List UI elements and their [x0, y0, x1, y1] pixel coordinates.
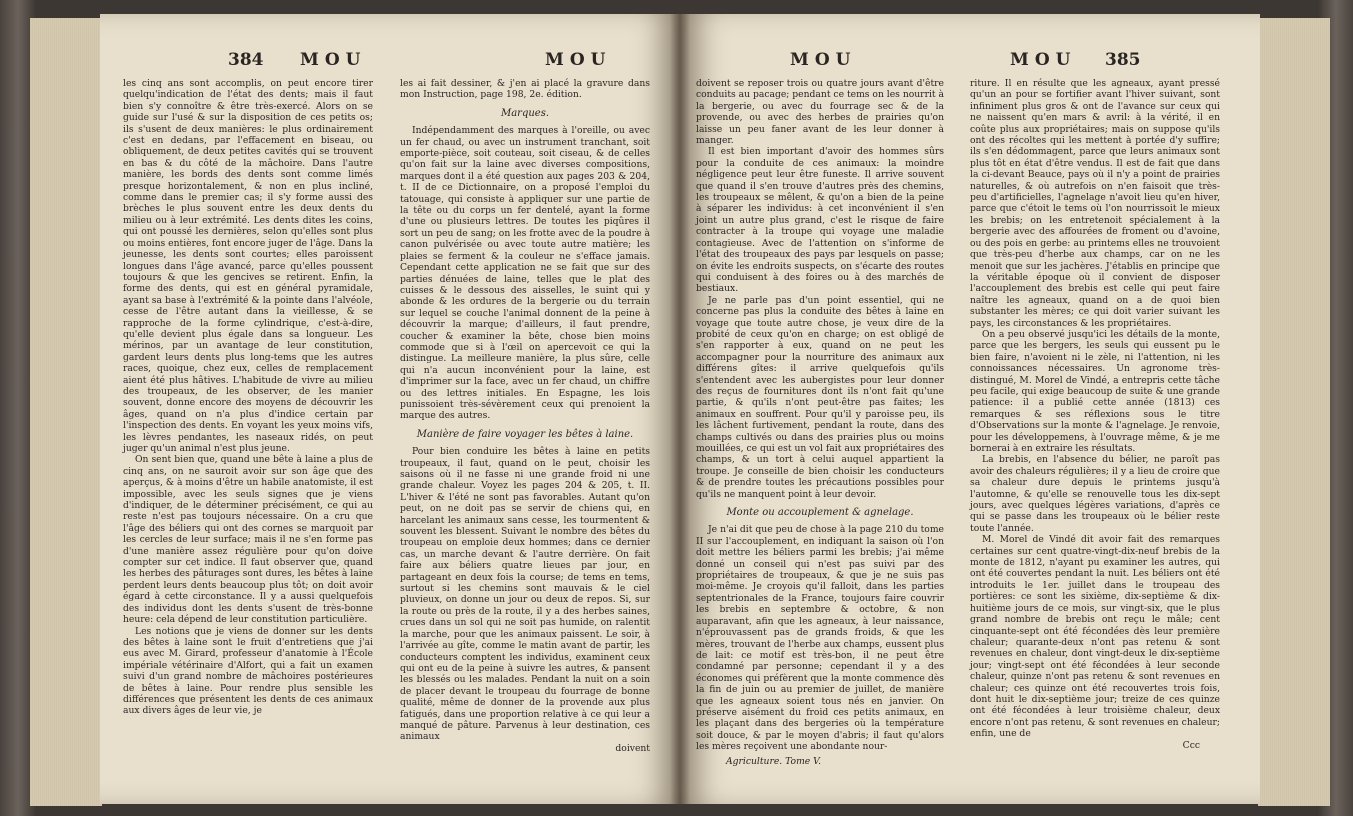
left-column-2: [400, 78, 650, 754]
right-running-head-1: MOU: [790, 50, 857, 70]
paragraph: On sent bien que, quand une bête à laine a plus de cinq ans, on ne sauroit avoir sur son âge que des aperçus, & à moins d'être un habile anatomiste, il est impossible, avec les seuls signes que je viens d'indiquer, de le déterminer précisément, ce qui au reste n'est pas toujours nécessaire. On a cru que l'âge des béliers qui ont des cornes se marquoit par les cercles de leur surface; mais il ne s'en forme pas d'une manière assez régulière pour qu'on doive compter sur cet indice. Il faut observer que, quand les herbes des pâturages sont dures, les bêtes à laine perdent leurs dents beaucoup plus tôt; on doit avoir égard à cette circonstance. Il y a aussi quelquefois des individus dont les dents s'usent de très-bonne heure: cela dépend de leur constitution particulière.: [123, 454, 373, 626]
paragraph: Je n'ai dit que peu de chose à la page 210 du tome II sur l'accouplement, en indiquant la saison où l'on doit mettre les béliers parmi les brebis; j'ai même donné un conseil qui n'est pas suivi par des propriétaires de troupeaux, & que je ne suis pas moi-même. Je croyois qu'il falloit, dans les parties septentrionales de la France, toujours faire couvrir les brebis en septembre & octobre, & non auparavant, afin que les agneaux, à leur naissance, n'éprouvassent pas de grands froids, & que les mères, trouvant de l'herbe aux champs, eussent plus de lait: ce motif est très-bon, il ne peut être condamné par personne; cependant il y a des économes qui préfèrent que la monte commence dès la fin de juin ou au premier de juillet, de manière que les agneaux soient tous nés en janvier. On préserve aisément du froid ces petits animaux, en les plaçant dans des bergeries où la température soit douce, & par le moyen d'abris; il faut qu'alors les mères reçoivent une abondante nour-: [696, 524, 944, 753]
section-heading: Manière de faire voyager les bêtes à laine.: [416, 428, 634, 440]
left-page-number: 384: [228, 50, 264, 70]
right-column-1: [696, 78, 944, 767]
right-page-number: 385: [1105, 50, 1141, 70]
footer-volume: Agriculture. Tome V.: [726, 755, 822, 767]
paragraph: riture. Il en résulte que les agneaux, ayant pressé qu'un an pour se fortifier avant l'hiver suivant, sont infiniment plus gros & ont de l'avance sur ceux qui ne naissent qu'en mars & avril: à la vérité, il en coûte plus aux propriétaires; mais on suppose qu'ils ont des récoltes qui les mettent à portée d'y suffire; ils s'en dédommagent, parce que leurs animaux sont plus tôt en état d'être vendus. Il est de fait que dans la ci-devant Beauce, pays où il n'y a point de prairies naturelles, & où autrefois on n'en faisoit que très-peu d'artificielles, l'agnelage n'avoit lieu qu'en hiver, parce que c'étoit le tems où l'on nourrissoit le mieux les brebis; on les entretenoit spécialement à la bergerie avec des affourées de froment ou d'avoine, ou des pois en gerbe: au printems elles ne trouvoient que très-peu d'herbe aux champs, car on ne les menoit que sur les jachères. J'établis en principe que la véritable époque où il convient de disposer l'accouplement des brebis est celle qui peut faire naître les agneaux, quand on a de quoi bien substanter les mères; ce qui doit varier suivant les pays, les circonstances & les propriétaires.: [970, 78, 1220, 329]
gutter-shadow: [670, 14, 690, 804]
left-running-head-1: MOU: [300, 50, 367, 70]
paragraph: doivent se reposer trois ou quatre jours avant d'être conduits au pacage; pendant ce tems on les nourrit à la bergerie, ou avec du fourrage sec & de la provende, ou avec des herbes de prairies qu'on laisse un peu faner avant de les leur donner à manger.: [696, 78, 944, 147]
paragraph: Les notions que je viens de donner sur les dents des bêtes à laine sont le fruit d'entretiens que j'ai eus avec M. Girard, professeur d'anatomie à l'École impériale vétérinaire d'Alfort, qui a fait un examen suivi d'un grand nombre de mâchoires postérieures de bêtes à laine. Pour rendre plus sensible les différences que présentent les dents de ces animaux aux divers âges de leur vie, je: [123, 625, 373, 717]
right-fore-edge: [1258, 18, 1330, 806]
left-page: [100, 14, 680, 804]
paragraph: Indépendamment des marques à l'oreille, ou avec un fer chaud, ou avec un instrument tranchant, soit emporte-pièce, soit couteau, soit ciseau, & de celles qu'on fait sur la laine avec diverses compositions, marques dont il a été question aux pages 203 & 204, t. II de ce Dictionnaire, on a proposé l'emploi du tatouage, qui consiste à appliquer sur une partie de la tête ou du corps un fer dentelé, ayant la forme d'une ou plusieurs lettres. De toutes les piqûres il sort un peu de sang; on les frotte avec de la poudre à canon pulvérisée ou avec toute autre matière; les plaies se ferment & la couleur ne s'efface jamais. Cependant cette application ne se fait que sur des parties dénuées de laine, telles que le plat des cuisses & le dessous des aisselles, le suint qui y abonde & les ordures de la bergerie ou du terrain sur lequel se couche l'animal donnent de la peine à découvrir la marque; d'ailleurs, il faut prendre, coucher & examiner la bête, chose bien moins commode que si à l'œil on apercevoit ce qui la distingue. La meilleure manière, la plus sûre, celle qui n'a aucun inconvénient pour la laine, est d'imprimer sur la face, avec un fer chaud, un chiffre ou des lettres initiales. En Espagne, les lois punissoient très-sévèrement ceux qui prenoient la marque des autres.: [400, 125, 650, 422]
paragraph: On a peu observé jusqu'ici les détails de la monte, parce que les bergers, les seuls qui eussent pu le bien faire, n'avoient ni le zèle, ni l'attention, ni les connoissances nécessaires. Un agronome très-distingué, M. Morel de Vindé, a entrepris cette tâche peu facile, qui exige beaucoup de suite & une grande patience: il a publié cette année (1813) ces remarques & ses réflexions sous le titre d'Observations sur la monte & l'agnelage. Je renvoie, pour les développemens, à l'ouvrage même, & je me bornerai à en extraire les résultats.: [970, 328, 1220, 454]
paragraph: M. Morel de Vindé dit avoir fait des remarques certaines sur cent quatre-vingt-dix-neuf brebis de la monte de 1812, n'ayant pu examiner les autres, qui ont été couvertes pendant la nuit. Les béliers ont été introduits le 1er. juillet dans le troupeau des portières: ce sont les sixième, dix-septième & dix-huitième jours de ce mois, sur vingt-six, que le plus grand nombre de brebis ont reçu le mâle; cent cinquante-sept ont été fécondées dès leur première chaleur; quarante-deux n'ont pas retenu & sont revenues en chaleur, dont vingt-deux le dix-septième jour; vingt-sept ont été fécondées à leur seconde chaleur, quinze n'ont pas retenu & sont revenues en chaleur; ces quinze ont été recouvertes trois fois, dont huit le dix-septième jour; treize de ces quinze ont été fécondées à leur troisième chaleur, deux encore n'ont pas retenu, & sont revenues en chaleur; enfin, une de: [970, 534, 1220, 740]
paragraph: La brebis, en l'absence du bélier, ne paroît pas avoir des chaleurs régulières; il y a lieu de croire que sa chaleur dure depuis le printems jusqu'à l'automne, & qu'elle se renouvelle tous les dix-sept jours, avec quelques légères variations, d'après ce qui se passe dans les troupeaux où le bélier reste toute l'année.: [970, 454, 1220, 534]
right-running-head-2: MOU: [1010, 50, 1077, 70]
paragraph: Je ne parle pas d'un point essentiel, qui ne concerne pas plus la conduite des bêtes à laine en voyage que toute autre chose, je veux dire de la probité de ceux qu'on en charge; on est obligé de s'en rapporter à eux, quand on ne peut les accompagner pour la nourriture des animaux aux différens gîtes: il arrive quelquefois qu'ils s'entendent avec les aubergistes pour leur donner des reçus de fournitures dont ils n'ont fait qu'une partie, & qu'ils n'ont peut-être pas faites; les animaux en souffrent. Pour qu'il y paroisse peu, ils les lâchent furtivement, pendant la route, dans des champs cultivés ou dans des prairies plus ou moins mouillées, ce qui est un vol fait aux propriétaires des champs, & un tort à celui auquel appartient la troupe. Je conseille de bien choisir les conducteurs & de prendre toutes les précautions possibles pour qu'ils ne manquent point à leur devoir.: [696, 294, 944, 500]
left-column-1: [123, 78, 373, 717]
right-column-2: [970, 78, 1220, 751]
left-fore-edge: [30, 18, 102, 806]
section-heading: Marques.: [500, 107, 550, 119]
left-running-head-2: MOU: [545, 50, 612, 70]
catchword: doivent: [615, 742, 650, 754]
paragraph: Il est bien important d'avoir des hommes sûrs pour la conduite de ces animaux: la moindre négligence peut leur être funeste. Il arrive souvent que quand il s'en trouve d'autres près des chemins, les troupeaux se mêlent, & qu'on a bien de la peine à séparer les individus: à cet inconvénient il s'en joint un autre plus grand, c'est le risque de faire contracter à la troupe qui voyage une maladie contagieuse. Avec de l'attention on s'informe de l'état des troupeaux des pays par lesquels on passe; on évite les endroits suspects, on s'écarte des routes qui conduisent à des foires ou à des marchés de bestiaux.: [696, 146, 944, 295]
paragraph: Pour bien conduire les bêtes à laine en petits troupeaux, il faut, quand on le peut, choisir les saisons où il ne fasse ni une grande froid ni une grande chaleur. Voyez les pages 204 & 205, t. II. L'hiver & l'été ne sont pas favorables. Autant qu'on peut, on ne doit pas se servir de chiens qui, en harcelant les animaux sans cesse, les tourmentent & souvent les blessent. Suivant le nombre des bêtes du troupeau on emploie deux hommes; dans ce dernier cas, un marche devant & l'autre derrière. On fait faire aux béliers quatre lieues par jour, en partageant en deux fois la course; de tems en tems, surtout si les chemins sont mauvais & le ciel pluvieux, on donne un jour ou deux de repos. Si, sur la route ou près de la route, il y a des herbes saines, crues dans un sol qui ne soit pas humide, on ralentit la marche, pour que les animaux paissent. Le soir, à l'arrivée au gîte, comme le matin avant de partir, les conducteurs comptent les individus, examinent ceux qui ont eu de la peine à suivre les autres, & pansent les blessés ou les malades. Pendant la nuit on a soin de placer devant le troupeau du fourrage de bonne qualité, même de donner de la provende aux plus fatigués, dans une proportion relative à ce qui leur a manqué de pâture. Parvenus à leur destination, ces animaux: [400, 446, 650, 743]
signature-mark: Ccc: [1182, 739, 1200, 751]
section-heading: Monte ou accouplement & agnelage.: [726, 507, 914, 519]
paragraph: les ai fait dessiner, & j'en ai placé la gravure dans mon Instruction, page 198, 2e. édition.: [400, 78, 650, 101]
right-page: [680, 14, 1260, 804]
paragraph: les cinq ans sont accomplis, on peut encore tirer quelqu'indication de l'état des dents; mais il faut bien s'y connoître & être très-exercé. Alors on se guide sur l'usé & sur la disposition de ces petits os; ils s'usent de deux manières: le plus ordinairement c'est en dedans, par l'effacement en biseau, ou obliquement, de deux petites cavités qui se trouvent en bas & du côté de la mâchoire. Dans l'autre manière, les bords des dents sont comme limés presque horizontalement, & non en plus incliné, comme dans le premier cas; il s'y forme aussi des brèches le plus souvent entre les deux dents du milieu ou à leur extrémité. Les dents dites les coins, qui ont poussé les dernières, selon qu'elles sont plus ou moins entières, font encore juger de l'âge. Dans la jeunesse, les dents sont courtes; elles paroissent longues dans l'âge avancé, parce qu'elles poussent toujours & que les gencives se retirent. Enfin, la forme des dents, qui est en général pyramidale, ayant sa base à l'extrémité & la pointe dans l'alvéole, cesse de l'être autant dans la vieillesse, & se rapproche de la forme cylindrique, c'est-à-dire, qu'elle devient plus égale dans sa longueur. Les mérinos, par un avantage de leur constitution, gardent leurs dents plus long-tems que les autres races, quoique, chez eux, celles de remplacement aient été plus hâtives. L'habitude de vivre au milieu des troupeaux, de les observer, de les manier souvent, donne encore des moyens de découvrir les âges, quand on n'a plus d'indice certain par l'inspection des dents. En voyant les yeux moins vifs, les lèvres pendantes, les naseaux ridés, on peut juger qu'un animal n'est plus jeune.: [123, 78, 373, 454]
